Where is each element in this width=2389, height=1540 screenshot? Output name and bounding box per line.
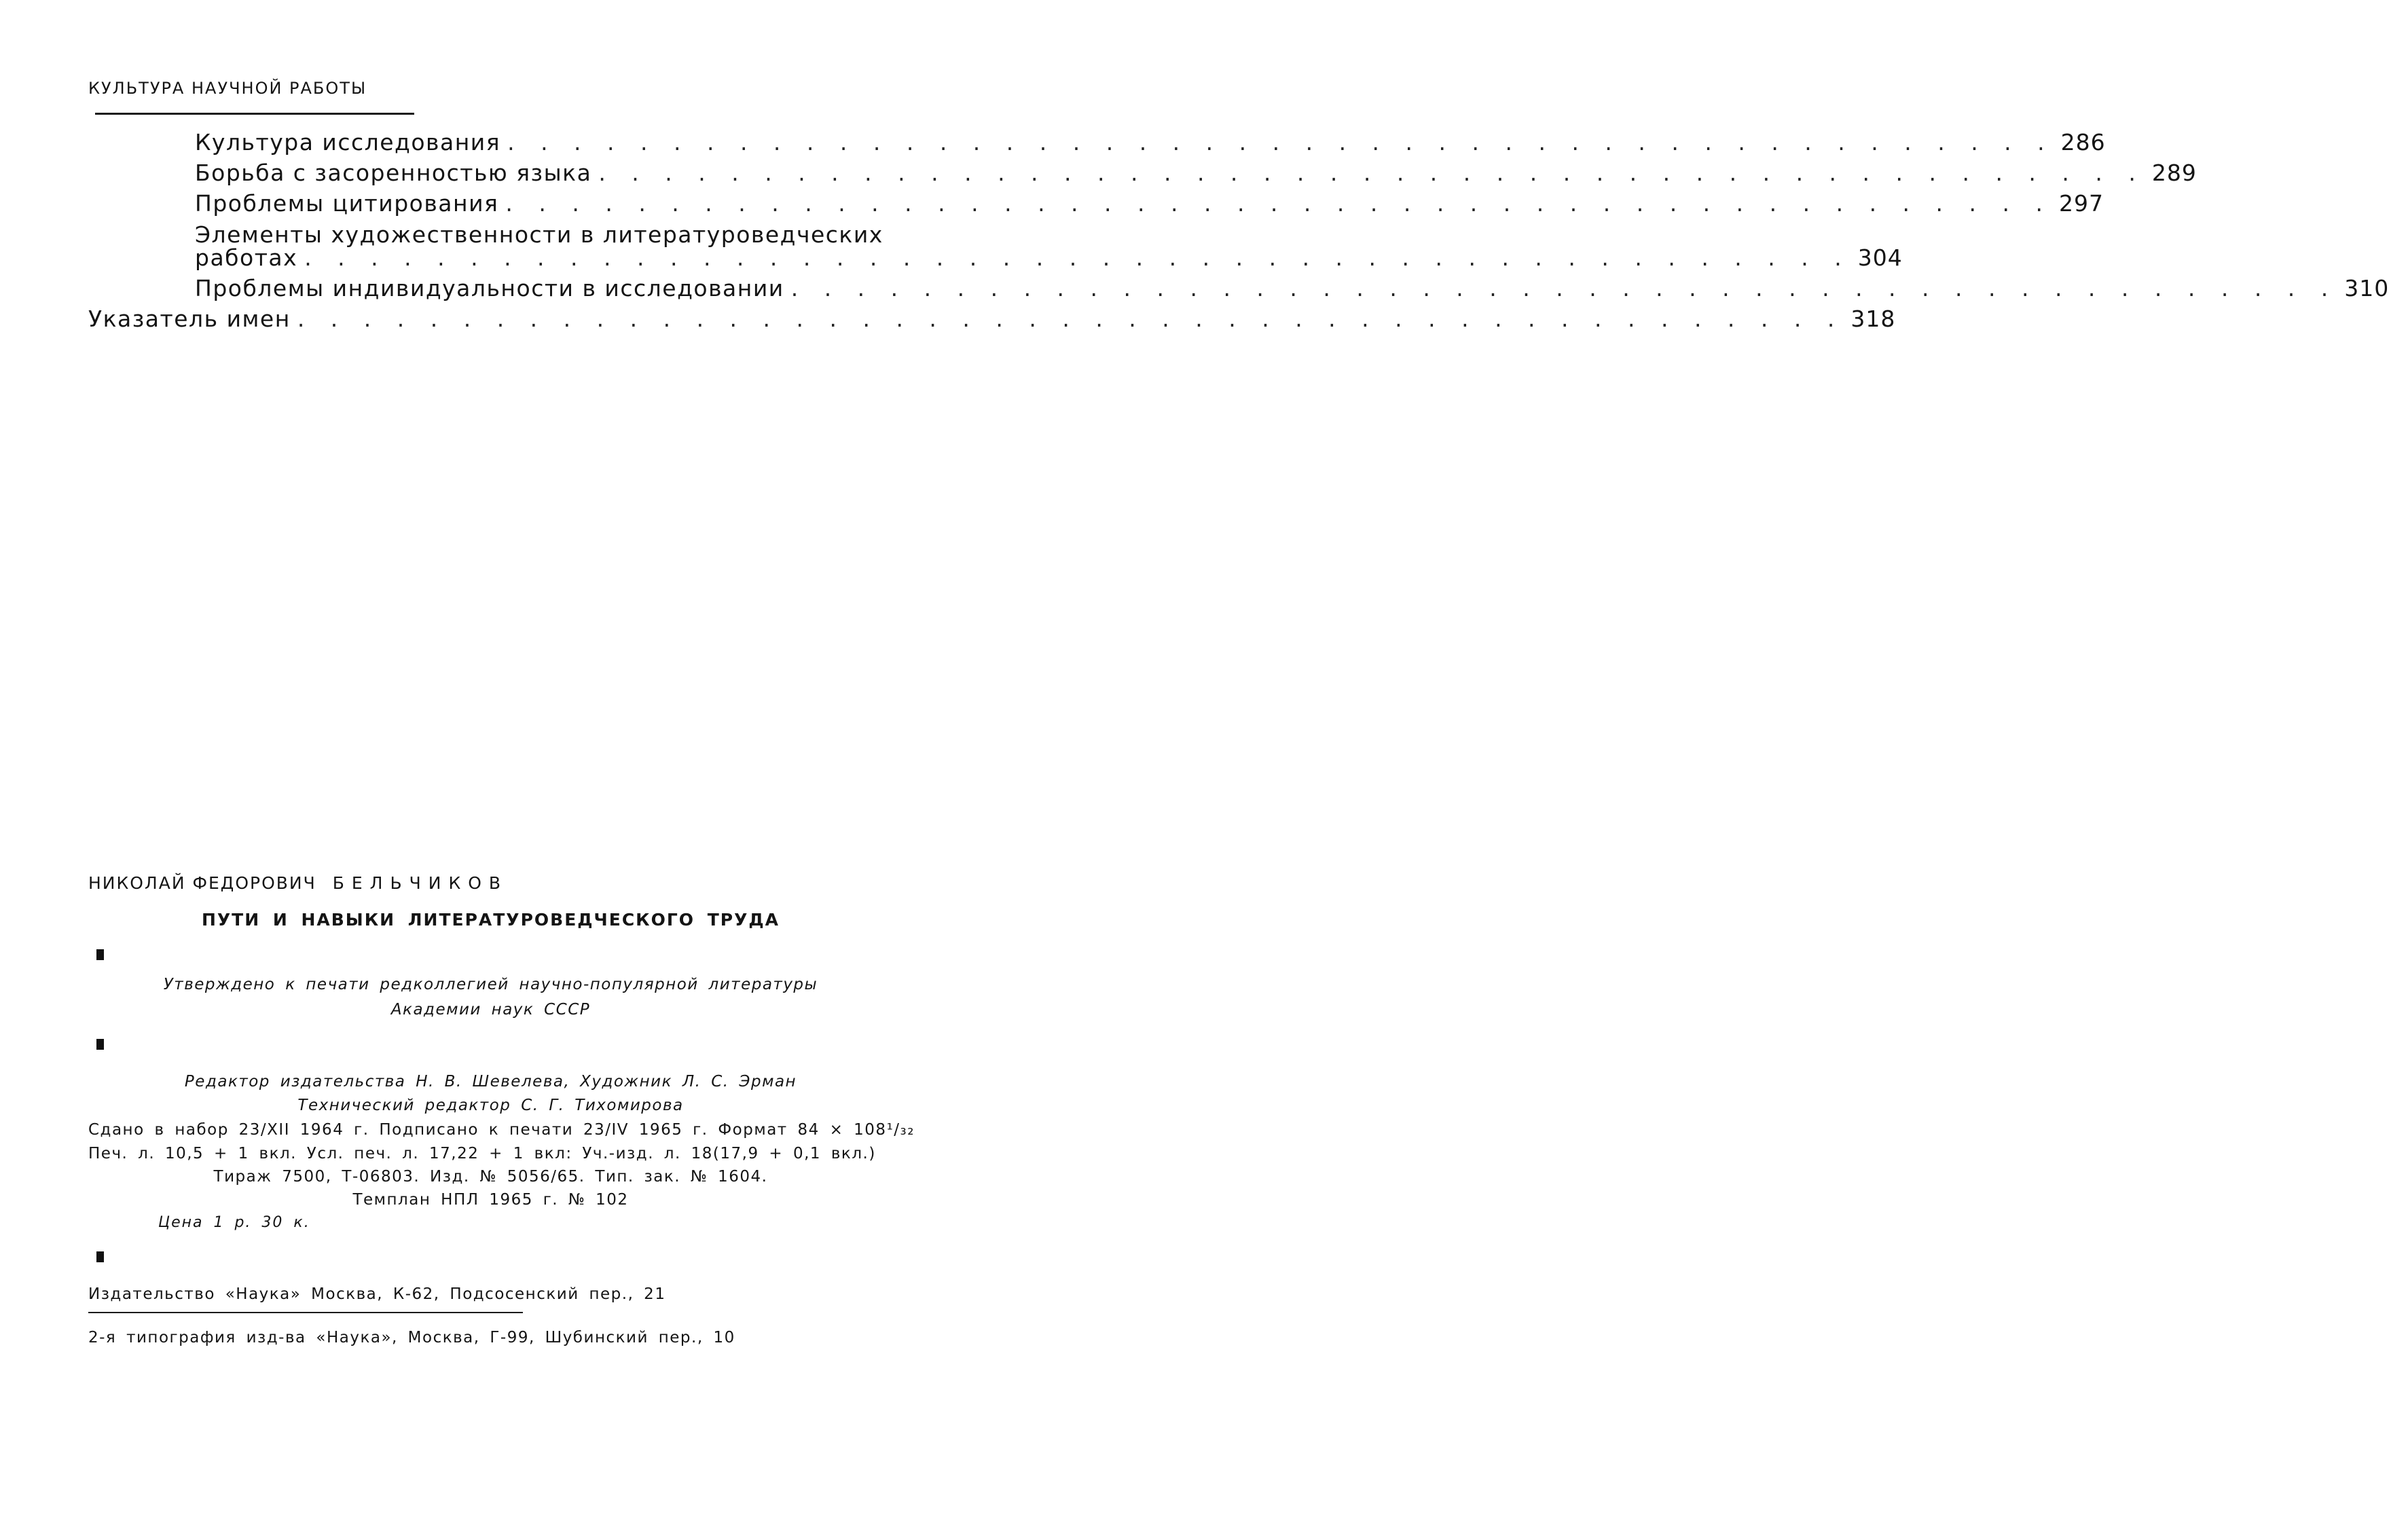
toc-item-page: 289 <box>2151 160 2197 186</box>
toc-item <box>195 160 2197 187</box>
author-surname: БЕЛЬЧИКОВ <box>332 873 509 893</box>
section-marker <box>96 949 104 960</box>
toc-item-title: Указатель имен <box>88 306 291 332</box>
toc-item <box>88 306 1896 333</box>
editors-line: Редактор издательства Н. В. Шевелева, Художник Л. С. Эрман <box>184 1073 797 1090</box>
toc-leader: . . . . . . . . . . . . . . . . . . . . . . . . . . . . . . . . . . . . . . . . . . . . . . . <box>507 129 2054 155</box>
approval-line: Утверждено к печати редколлегией научно-популярной литературы <box>163 976 818 993</box>
publisher-line: Издательство «Наука» Москва, К-62, Подсосенский пер., 21 <box>88 1285 666 1303</box>
toc-item-title: Борьба с засоренностью языка <box>195 160 592 186</box>
toc-leader: . . . . . . . . . . . . . . . . . . . . . . . . . . . . . . . . . . . . . . . . . . . . . . . <box>598 160 2145 186</box>
submission-line: Сдано в набор 23/XII 1964 г. Подписано к печати 23/IV 1965 г. Формат 84 × 108¹/₃₂ <box>88 1121 915 1139</box>
toc-leader: . . . . . . . . . . . . . . . . . . . . . . . . . . . . . . . . . . . . . . . . . . . . . . . <box>297 306 1844 332</box>
printer-line: 2-я типография изд-ва «Наука», Москва, Г-99, Шубинский пер., 10 <box>88 1329 735 1346</box>
toc-leader: . . . . . . . . . . . . . . . . . . . . . . . . . . . . . . . . . . . . . . . . . . . . . . . <box>790 275 2338 301</box>
section-marker <box>96 1251 104 1262</box>
price: Цена 1 р. 30 к. <box>158 1214 310 1231</box>
toc-item-title-line: Элементы художественности в литературоведческих <box>195 221 883 248</box>
toc-item-title: Проблемы индивидуальности в исследовании <box>195 275 784 301</box>
toc-item-title: Проблемы цитирования <box>195 190 499 217</box>
running-head-rule <box>95 113 414 115</box>
toc-item-page: 310 <box>2344 275 2389 301</box>
publisher-rule <box>88 1312 523 1313</box>
running-head: КУЛЬТУРА НАУЧНОЙ РАБОТЫ <box>88 79 367 98</box>
section-marker <box>96 1039 104 1050</box>
toc-leader: . . . . . . . . . . . . . . . . . . . . . . . . . . . . . . . . . . . . . . . . . . . . . . . <box>304 244 1851 271</box>
sheets-line: Печ. л. 10,5 + 1 вкл. Усл. печ. л. 17,22 + 1 вкл: Уч.-изд. л. 18(17,9 + 0,1 вкл.) <box>88 1145 876 1162</box>
plan-line: Темплан НПЛ 1965 г. № 102 <box>352 1191 629 1209</box>
toc-item-title: Культура исследования <box>195 129 501 155</box>
author-line <box>88 873 508 893</box>
print-run-line: Тираж 7500, Т-06803. Изд. № 5056/65. Тип. зак. № 1604. <box>213 1168 768 1186</box>
toc-item <box>195 190 2104 217</box>
toc-item-title: работах <box>195 244 298 271</box>
toc-item-page: 304 <box>1857 244 1903 271</box>
toc-leader: . . . . . . . . . . . . . . . . . . . . . . . . . . . . . . . . . . . . . . . . . . . . . . . <box>505 190 2052 217</box>
toc-item-page: 286 <box>2060 129 2106 155</box>
author-name: НИКОЛАЙ ФЕДОРОВИЧ <box>88 873 316 893</box>
editors-line: Технический редактор С. Г. Тихомирова <box>297 1097 684 1114</box>
toc-item-page: 297 <box>2058 190 2104 217</box>
toc-item-page: 318 <box>1850 306 1896 332</box>
approval-line: Академии наук СССР <box>390 1001 591 1019</box>
toc-item <box>195 129 2106 156</box>
book-title: ПУТИ И НАВЫКИ ЛИТЕРАТУРОВЕДЧЕСКОГО ТРУДА <box>201 910 780 930</box>
toc-item <box>195 275 2389 302</box>
toc-item <box>195 244 1903 272</box>
